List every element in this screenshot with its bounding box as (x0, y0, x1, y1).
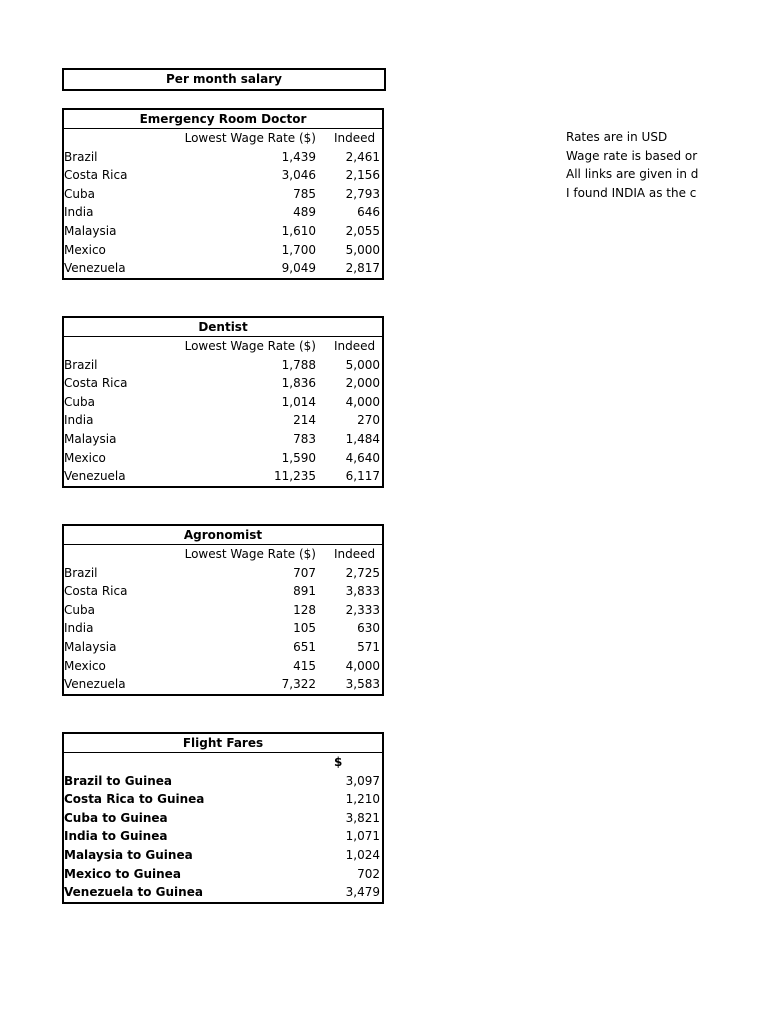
lowest-wage-cell: 1,700 (281, 242, 316, 257)
indeed-cell: 2,461 (345, 149, 380, 164)
route-cell: Malaysia to Guinea (64, 847, 193, 862)
indeed-cell: 2,055 (345, 223, 380, 238)
lowest-wage-cell: 11,235 (274, 469, 316, 484)
table-row (64, 619, 382, 638)
note: I found INDIA as the c (566, 185, 697, 200)
lowest-wage-cell: 1,014 (281, 394, 316, 409)
indeed-cell: 2,817 (345, 261, 380, 276)
column-header-fare: $ (334, 755, 343, 769)
note: All links are given in d (566, 167, 699, 182)
column-header-indeed: Indeed (334, 339, 376, 353)
route-cell: Cuba to Guinea (64, 810, 168, 825)
country-cell: Mexico (64, 658, 106, 673)
country-cell: India (64, 205, 94, 220)
route-cell: India to Guinea (64, 829, 168, 844)
table-title: Emergency Room Doctor (64, 110, 382, 129)
lowest-wage-cell: 489 (293, 205, 316, 220)
table-title: Dentist (64, 318, 382, 337)
table-row (64, 148, 382, 167)
indeed-cell: 5,000 (345, 242, 380, 257)
country-cell: India (64, 621, 94, 636)
table-row (64, 883, 382, 902)
country-cell: Mexico (64, 450, 106, 465)
table-row (64, 241, 382, 260)
column-header-row (64, 753, 382, 772)
column-header-row (64, 337, 382, 356)
table-title: Agronomist (64, 526, 382, 545)
table-row (64, 222, 382, 241)
country-cell: Venezuela (64, 261, 126, 276)
table-row (64, 582, 382, 601)
indeed-cell: 2,156 (345, 168, 380, 183)
indeed-cell: 571 (357, 639, 380, 654)
fare-cell: 1,071 (345, 829, 380, 844)
indeed-cell: 2,000 (345, 376, 380, 391)
lowest-wage-cell: 214 (293, 413, 316, 428)
country-cell: Venezuela (64, 469, 126, 484)
wage-table-emergency-room-doctor (62, 108, 384, 280)
lowest-wage-cell: 1,788 (281, 357, 316, 372)
lowest-wage-cell: 3,046 (281, 168, 316, 183)
lowest-wage-cell: 128 (293, 602, 316, 617)
country-cell: India (64, 413, 94, 428)
column-header-row (64, 129, 382, 148)
lowest-wage-cell: 1,836 (281, 376, 316, 391)
indeed-cell: 6,117 (345, 469, 380, 484)
lowest-wage-cell: 415 (293, 658, 316, 673)
table-row (64, 185, 382, 204)
country-cell: Venezuela (64, 677, 126, 692)
country-cell: Cuba (64, 186, 95, 201)
table-row (64, 865, 382, 884)
table-row (64, 790, 382, 809)
country-cell: Brazil (64, 565, 98, 580)
indeed-cell: 270 (357, 413, 380, 428)
notes-column (566, 128, 768, 202)
indeed-cell: 630 (357, 621, 380, 636)
country-cell: Costa Rica (64, 168, 128, 183)
table-row (64, 374, 382, 393)
column-header-lowest-wage: Lowest Wage Rate ($) (184, 547, 316, 561)
page-title: Per month salary (62, 68, 386, 91)
lowest-wage-cell: 707 (293, 565, 316, 580)
table-rows (64, 148, 382, 278)
lowest-wage-cell: 785 (293, 186, 316, 201)
country-cell: Mexico (64, 242, 106, 257)
table-row (64, 846, 382, 865)
lowest-wage-cell: 783 (293, 431, 316, 446)
fare-cell: 3,097 (345, 773, 380, 788)
table-row (64, 809, 382, 828)
column-header-indeed: Indeed (334, 131, 376, 145)
table-row (64, 166, 382, 185)
fare-cell: 1,024 (345, 847, 380, 862)
lowest-wage-cell: 105 (293, 621, 316, 636)
route-cell: Brazil to Guinea (64, 773, 172, 788)
lowest-wage-cell: 1,610 (281, 223, 316, 238)
indeed-cell: 3,583 (345, 677, 380, 692)
lowest-wage-cell: 891 (293, 584, 316, 599)
table-row (64, 657, 382, 676)
indeed-cell: 646 (357, 205, 380, 220)
note: Rates are in USD (566, 130, 668, 144)
table-row (64, 430, 382, 449)
column-header-lowest-wage: Lowest Wage Rate ($) (184, 339, 316, 353)
flight-fares-table (62, 732, 384, 904)
note: Wage rate is based or (566, 148, 698, 163)
indeed-cell: 5,000 (345, 357, 380, 372)
country-cell: Cuba (64, 394, 95, 409)
table-row (64, 203, 382, 222)
table-row (64, 449, 382, 468)
table-row (64, 564, 382, 583)
lowest-wage-cell: 7,322 (281, 677, 316, 692)
table-row (64, 601, 382, 620)
country-cell: Malaysia (64, 431, 117, 446)
table-rows (64, 564, 382, 694)
indeed-cell: 4,000 (345, 658, 380, 673)
indeed-cell: 2,725 (345, 565, 380, 580)
indeed-cell: 4,640 (345, 450, 380, 465)
table-row (64, 467, 382, 486)
column-header-row (64, 545, 382, 564)
column-header-indeed: Indeed (334, 547, 376, 561)
table-row (64, 259, 382, 278)
table-row (64, 638, 382, 657)
fare-cell: 1,210 (345, 792, 380, 807)
country-cell: Costa Rica (64, 584, 128, 599)
indeed-cell: 1,484 (345, 431, 380, 446)
indeed-cell: 2,793 (345, 186, 380, 201)
fare-cell: 3,479 (345, 885, 380, 900)
table-row (64, 772, 382, 791)
lowest-wage-cell: 651 (293, 639, 316, 654)
table-title: Flight Fares (64, 734, 382, 753)
wage-table-agronomist (62, 524, 384, 696)
table-row (64, 411, 382, 430)
country-cell: Malaysia (64, 639, 117, 654)
table-rows (64, 772, 382, 902)
fare-cell: 3,821 (345, 810, 380, 825)
country-cell: Brazil (64, 149, 98, 164)
indeed-cell: 2,333 (345, 602, 380, 617)
indeed-cell: 3,833 (345, 584, 380, 599)
lowest-wage-cell: 1,439 (281, 149, 316, 164)
lowest-wage-cell: 9,049 (281, 261, 316, 276)
column-header-lowest-wage: Lowest Wage Rate ($) (184, 131, 316, 145)
table-rows (64, 356, 382, 486)
indeed-cell: 4,000 (345, 394, 380, 409)
route-cell: Venezuela to Guinea (64, 885, 203, 900)
country-cell: Malaysia (64, 223, 117, 238)
route-cell: Costa Rica to Guinea (64, 792, 205, 807)
table-row (64, 356, 382, 375)
country-cell: Cuba (64, 602, 95, 617)
wage-table-dentist (62, 316, 384, 488)
table-row (64, 393, 382, 412)
country-cell: Costa Rica (64, 376, 128, 391)
route-cell: Mexico to Guinea (64, 866, 181, 881)
fare-cell: 702 (357, 866, 380, 881)
lowest-wage-cell: 1,590 (281, 450, 316, 465)
table-row (64, 827, 382, 846)
table-row (64, 675, 382, 694)
country-cell: Brazil (64, 357, 98, 372)
